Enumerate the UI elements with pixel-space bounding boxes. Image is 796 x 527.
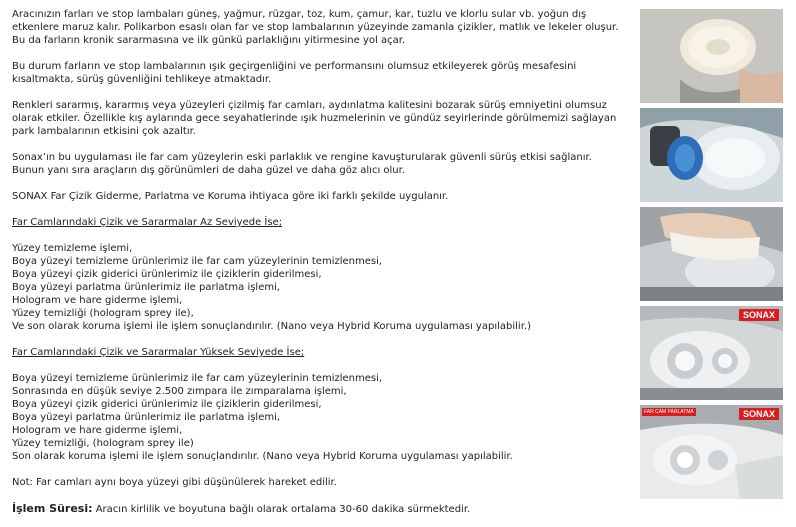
step-item: Yüzey temizleme işlemi, xyxy=(12,243,133,254)
section-heading-high: Far Camlarındaki Çizik ve Sararmalar Yüksek Seviyede İse; xyxy=(12,347,305,358)
duration-text: Aracın kirlilik ve boyutuna bağlı olarak ortalama 30-60 dakika sürmektedir. xyxy=(95,504,471,515)
step-item: Boya yüzeyi çizik giderici ürünlerimiz ile çiziklerin giderilmesi, xyxy=(12,399,322,410)
intro-line: SONAX Far Çizik Giderme, Parlatma ve Koruma ihtiyaca göre iki farklı şekilde uygulanır. xyxy=(12,191,449,202)
step-item: Boya yüzeyi temizleme ürünlerimiz ile far cam yüzeylerinin temizlenmesi, xyxy=(12,373,383,384)
photo-headlight-result xyxy=(640,405,783,499)
intro-line: olarak etkiler. Özellikle kış aylarında gece seyahatlerinde ışık huzmelerinin ve gündüz seyirlerinde görülmemizi sağlayan xyxy=(12,113,617,124)
step-item: Son olarak koruma işlemi ile işlem sonuçlandırılır. (Nano veya Hybrid Koruma uygulaması yapılabilir. xyxy=(12,451,513,462)
section-heading-low: Far Camlarındaki Çizik ve Sararmalar Az Seviyede İse; xyxy=(12,217,283,228)
sonax-logo: SONAX xyxy=(739,309,779,321)
promo-strip: FAR CAM PARLATMA xyxy=(644,409,694,415)
intro-line: park lambalarının etkisini çok azaltır. xyxy=(12,126,196,137)
step-item: Boya yüzeyi temizleme ürünlerimiz ile far cam yüzeylerinin temizlenmesi, xyxy=(12,256,383,267)
step-item: Sonrasında en düşük seviye 2.500 zımpara ile zımparalama işlemi, xyxy=(12,386,347,397)
photo-machine-polish xyxy=(640,108,783,202)
step-item: Hologram ve hare giderme işlemi, xyxy=(12,425,183,436)
step-item: Ve son olarak koruma işlemi ile işlem sonuçlandırılır. (Nano veya Hybrid Koruma uygulaması yapılabilir.) xyxy=(12,321,531,332)
article-body xyxy=(12,8,627,516)
intro-line: kısaltmakta, sürüş güvenliğini tehlikeye atmaktadır. xyxy=(12,74,272,85)
intro-line: Aracınızın farları ve stop lambaları güneş, yağmur, rüzgar, toz, kum, çamur, kar, tuzlu ve klorlu sular vb. yoğun dış xyxy=(12,9,587,20)
photo-polishing-pad xyxy=(640,9,783,103)
sonax-logo: SONAX xyxy=(739,408,779,420)
photo-cloth-wipe xyxy=(640,207,783,301)
step-item: Boya yüzeyi parlatma ürünlerimiz ile parlatma işlemi, xyxy=(12,282,281,293)
duration-label: İşlem Süresi: xyxy=(12,502,93,515)
intro-line: Renkleri sararmış, kararmış veya yüzeyleri çizilmiş far camları, aydınlatma kalitesini bozarak sürüş emniyetini olumsuz xyxy=(12,100,607,111)
intro-line: Bu durum farların ve stop lambalarının ışık geçirgenliğini ve performansını olumsuz etkileyerek görüş mesafesini xyxy=(12,61,577,72)
step-item: Boya yüzeyi parlatma ürünlerimiz ile parlatma işlemi, xyxy=(12,412,281,423)
intro-line: Bu da farların kronik sararmasına ve ilk günkü parlaklığını yitirmesine yol açar. xyxy=(12,35,406,46)
duration-line xyxy=(12,502,627,516)
step-item: Boya yüzeyi çizik giderici ürünlerimiz ile çiziklerin giderilmesi, xyxy=(12,269,322,280)
photo-column xyxy=(640,9,783,504)
intro-line: Sonax’ın bu uygulaması ile far cam yüzeylerin eski parlaklık ve rengine kavuşturularak güvenli sürüş etkisi sağlanır. xyxy=(12,152,592,163)
step-item: Yüzey temizliği, (hologram sprey ile) xyxy=(12,438,194,449)
photo-headlight-sonax xyxy=(640,306,783,400)
step-item: Yüzey temizliği (hologram sprey ile), xyxy=(12,308,194,319)
step-item: Hologram ve hare giderme işlemi, xyxy=(12,295,183,306)
intro-line: etkenlere maruz kalır. Polikarbon esaslı olan far ve stop lambalarının yüzeyinde zamanla çizikler, matlık ve lekeler oluşur. xyxy=(12,22,619,33)
intro-line: Bunun yanı sıra araçların dış görünümleri de daha güzel ve daha göz alıcı olur. xyxy=(12,165,406,176)
note-text: Not: Far camları aynı boya yüzeyi gibi düşünülerek hareket edilir. xyxy=(12,477,337,488)
